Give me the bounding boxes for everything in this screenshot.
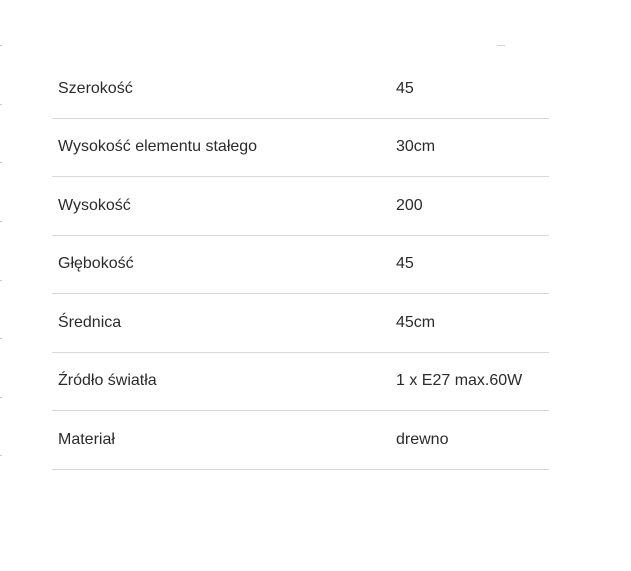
edge-mark <box>0 280 2 281</box>
specification-table <box>52 60 549 470</box>
table-row <box>52 119 549 178</box>
spec-value-width: 45 <box>396 79 414 97</box>
edge-mark <box>0 104 2 105</box>
spec-label-material: Materiał <box>58 430 115 448</box>
edge-mark <box>0 338 2 339</box>
table-row <box>52 294 549 353</box>
table-row <box>52 60 549 119</box>
spec-label-light-source: Źródło światła <box>58 372 157 390</box>
spec-label-diameter: Średnica <box>58 313 122 331</box>
table-row <box>52 353 549 412</box>
spec-value-depth: 45 <box>396 255 414 273</box>
edge-mark <box>0 397 2 398</box>
table-row <box>52 411 549 470</box>
spec-value-light-source: 1 x E27 max.60W <box>396 372 523 390</box>
edge-mark <box>0 45 2 46</box>
table-row <box>52 177 549 236</box>
spec-label-fixed-height: Wysokość elementu stałego <box>58 138 258 156</box>
spec-value-diameter: 45cm <box>396 313 436 331</box>
spec-value-material: drewno <box>396 430 449 448</box>
spec-value-fixed-height: 30cm <box>396 138 436 156</box>
edge-mark <box>0 162 2 163</box>
spec-value-height: 200 <box>396 196 423 214</box>
spec-label-depth: Głębokość <box>58 255 134 273</box>
spec-label-width: Szerokość <box>58 79 133 97</box>
table-row <box>52 236 549 295</box>
divider-mark <box>497 45 505 46</box>
edge-mark <box>0 221 2 222</box>
spec-label-height: Wysokość <box>58 196 131 214</box>
edge-mark <box>0 455 2 456</box>
